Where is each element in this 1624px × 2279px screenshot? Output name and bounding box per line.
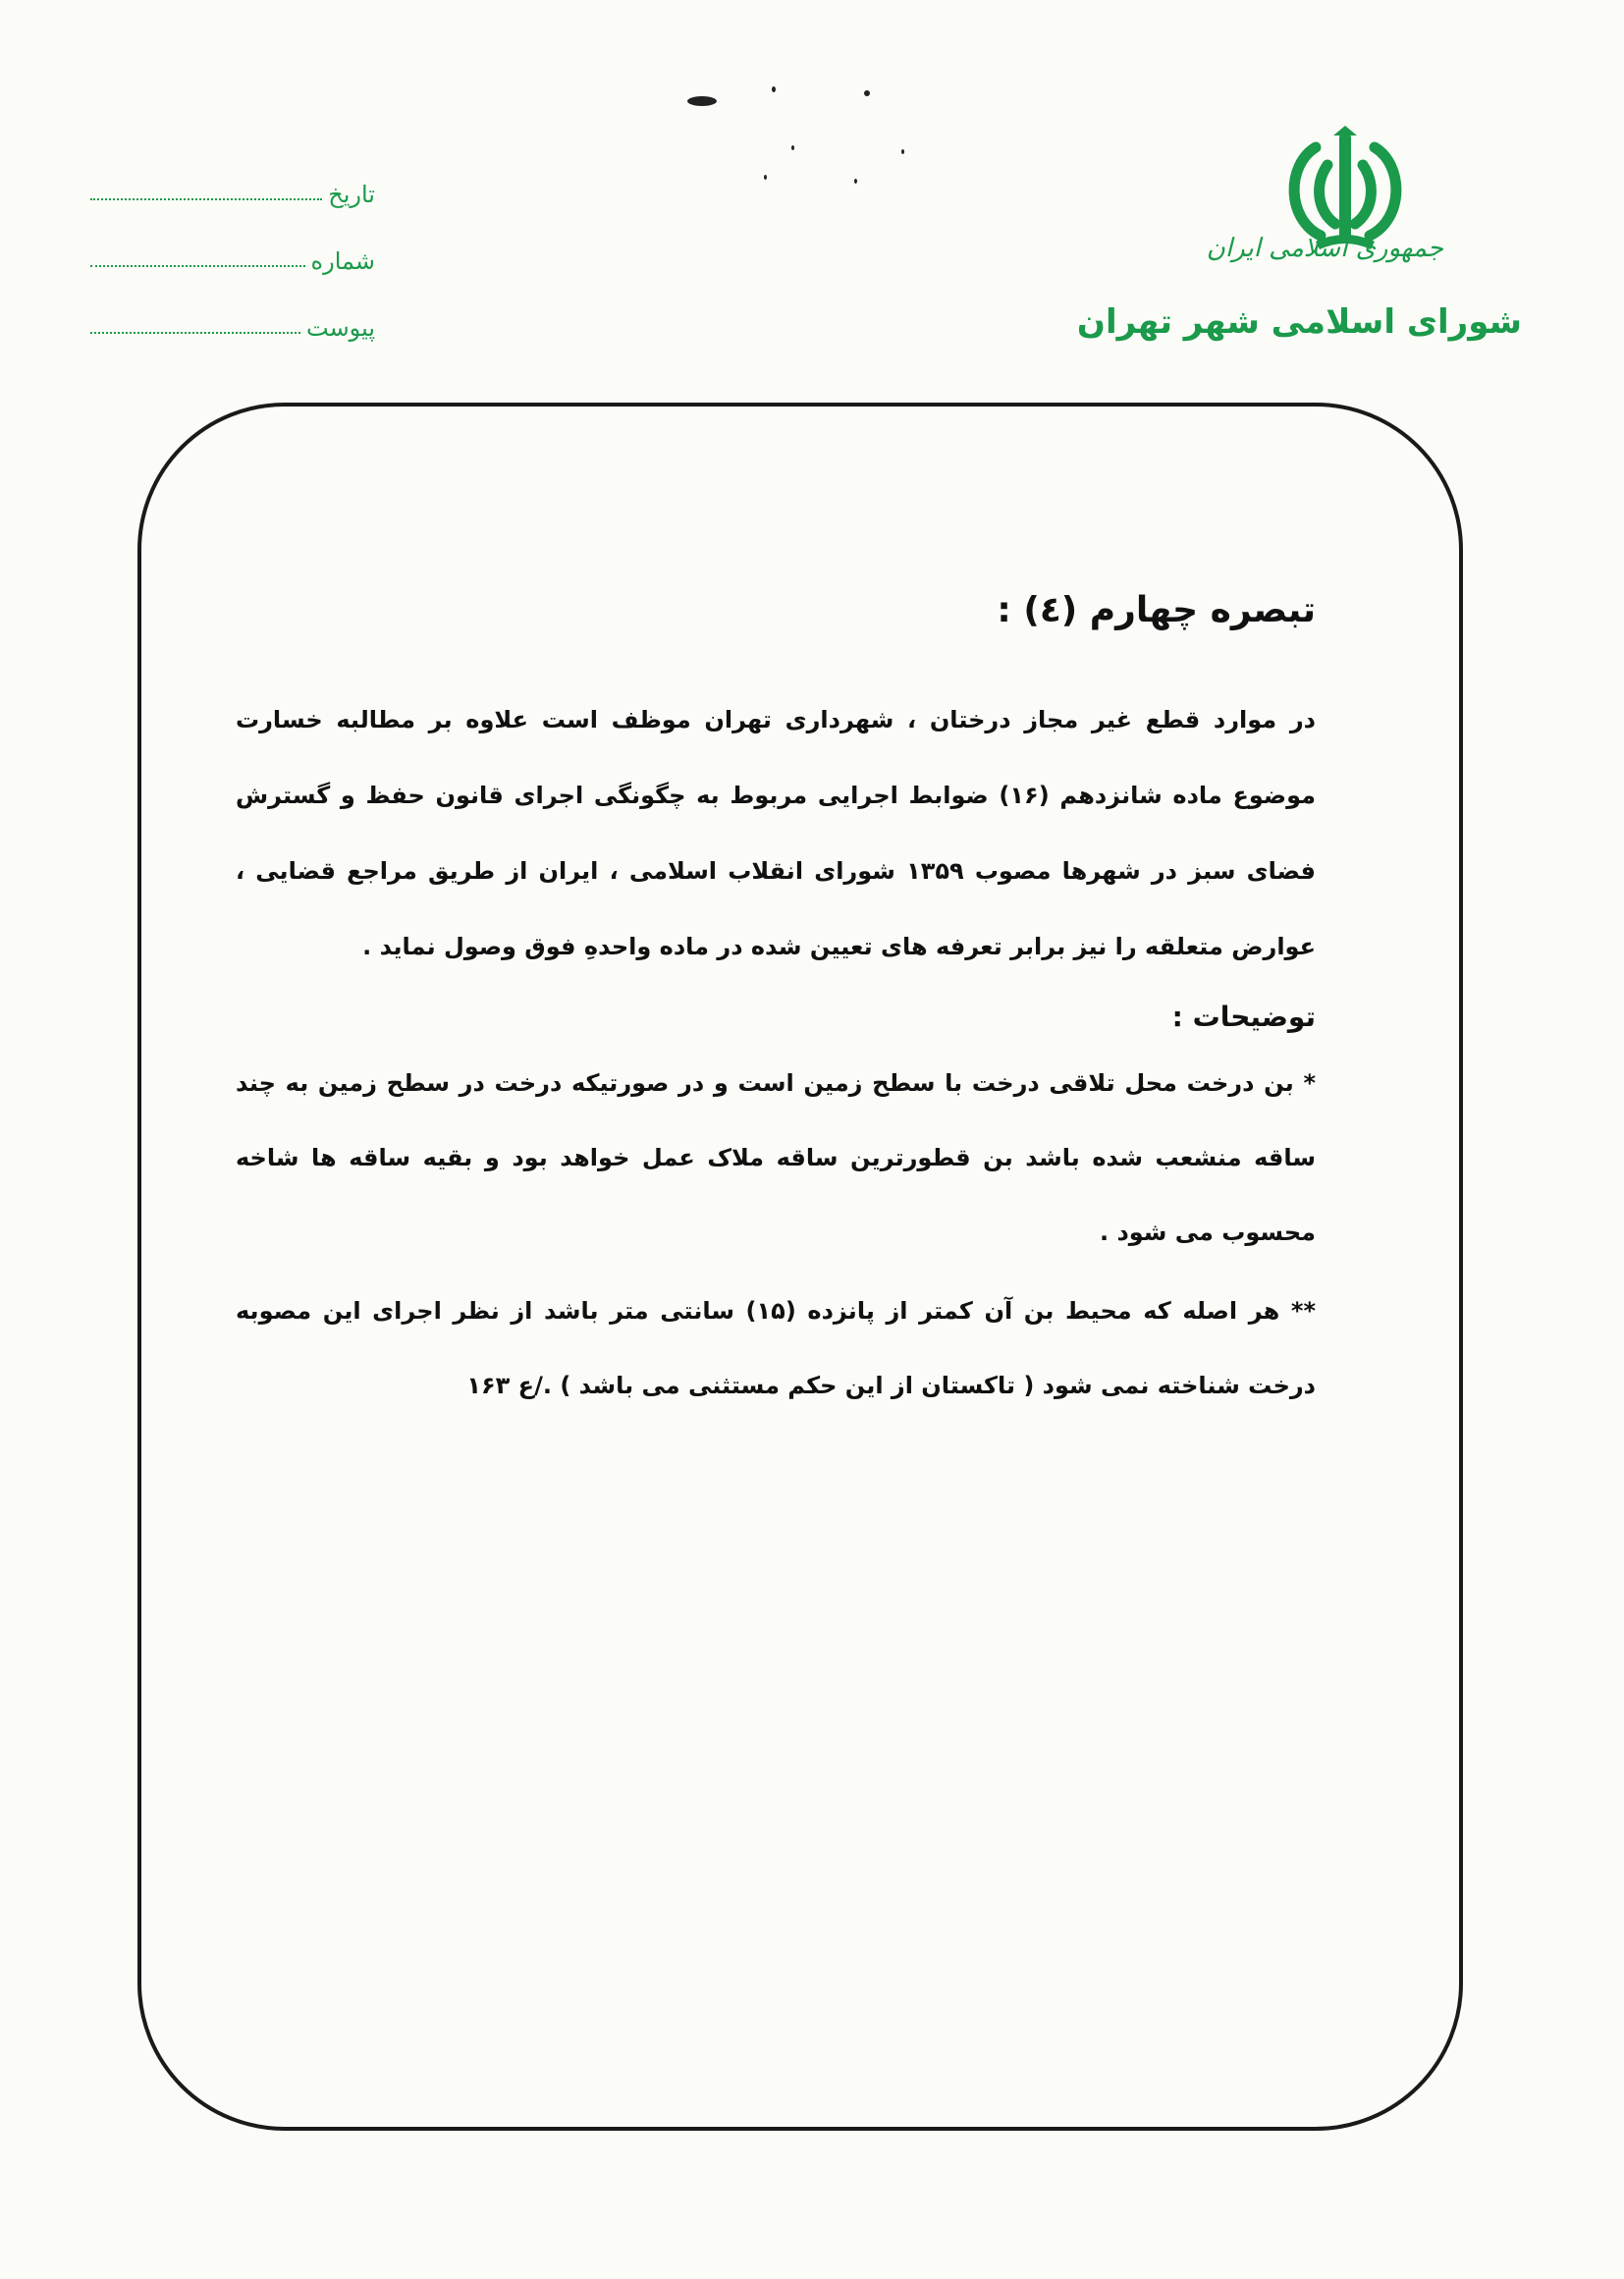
clause-title: تبصره چهارم (٤) :: [997, 590, 1316, 630]
council-name: شورای اسلامی شهر تهران: [1076, 302, 1522, 342]
scan-speck: [791, 145, 794, 150]
note-asterisk: *: [1303, 1069, 1316, 1098]
note-asterisk: **: [1290, 1297, 1316, 1326]
note-item: [236, 1274, 1316, 1423]
scan-speck: [901, 149, 904, 154]
scan-speck: [854, 179, 857, 184]
attachment-field: [90, 302, 375, 342]
date-dotted-line: [90, 197, 322, 200]
note-item: [236, 1046, 1316, 1270]
note-text: هر اصله که محیط بن آن کمتر از پانزده (۱۵) سانتی متر باشد از نظر اجرای این مصوبه درخت شناخته نمی شود ( تاکستان از این حکم مستثنی می باشد ) ./ع ۱۶۳: [236, 1297, 1316, 1400]
number-label: شماره: [310, 247, 375, 275]
date-field: [90, 169, 375, 208]
attachment-label: پیوست: [306, 314, 375, 342]
scan-speck: [687, 96, 717, 106]
document-body: [236, 589, 1316, 1427]
scan-speck: [764, 175, 767, 180]
notes-heading: توضیحات :: [1171, 1001, 1316, 1034]
main-paragraph: در موارد قطع غیر مجاز درختان ، شهرداری تهران موظف است علاوه بر مطالبه خسارت موضوع ماده شانزدهم (۱۶) ضوابط اجرایی مربوط به چگونگی اجرای قانون حفظ و گسترش فضای سبز در شهرها مصوب ۱۳۵۹ شورای انقلاب اسلامی ، ایران از طریق مراجع قضایی ، عوارض متعلقه را نیز برابر تعرفه های تعیین شده در ماده واحدهِ فوق وصول نماید .: [236, 706, 1317, 961]
scan-speck: [864, 90, 870, 96]
number-dotted-line: [90, 264, 305, 267]
scan-speck: [772, 86, 776, 92]
note-text: بن درخت محل تلاقی درخت با سطح زمین است و در صورتیکه درخت در سطح زمین به چند ساقه منشعب شده باشد بن قطورترین ساقه ملاک عمل خواهد بود و بقیه ساقه ها شاخه محسوب می شود .: [236, 1069, 1316, 1247]
emblem-caption: جمهوری اسلامی ایران: [1206, 234, 1443, 263]
date-label: تاریخ: [328, 181, 375, 208]
number-field: [90, 236, 375, 275]
attachment-dotted-line: [90, 331, 300, 334]
